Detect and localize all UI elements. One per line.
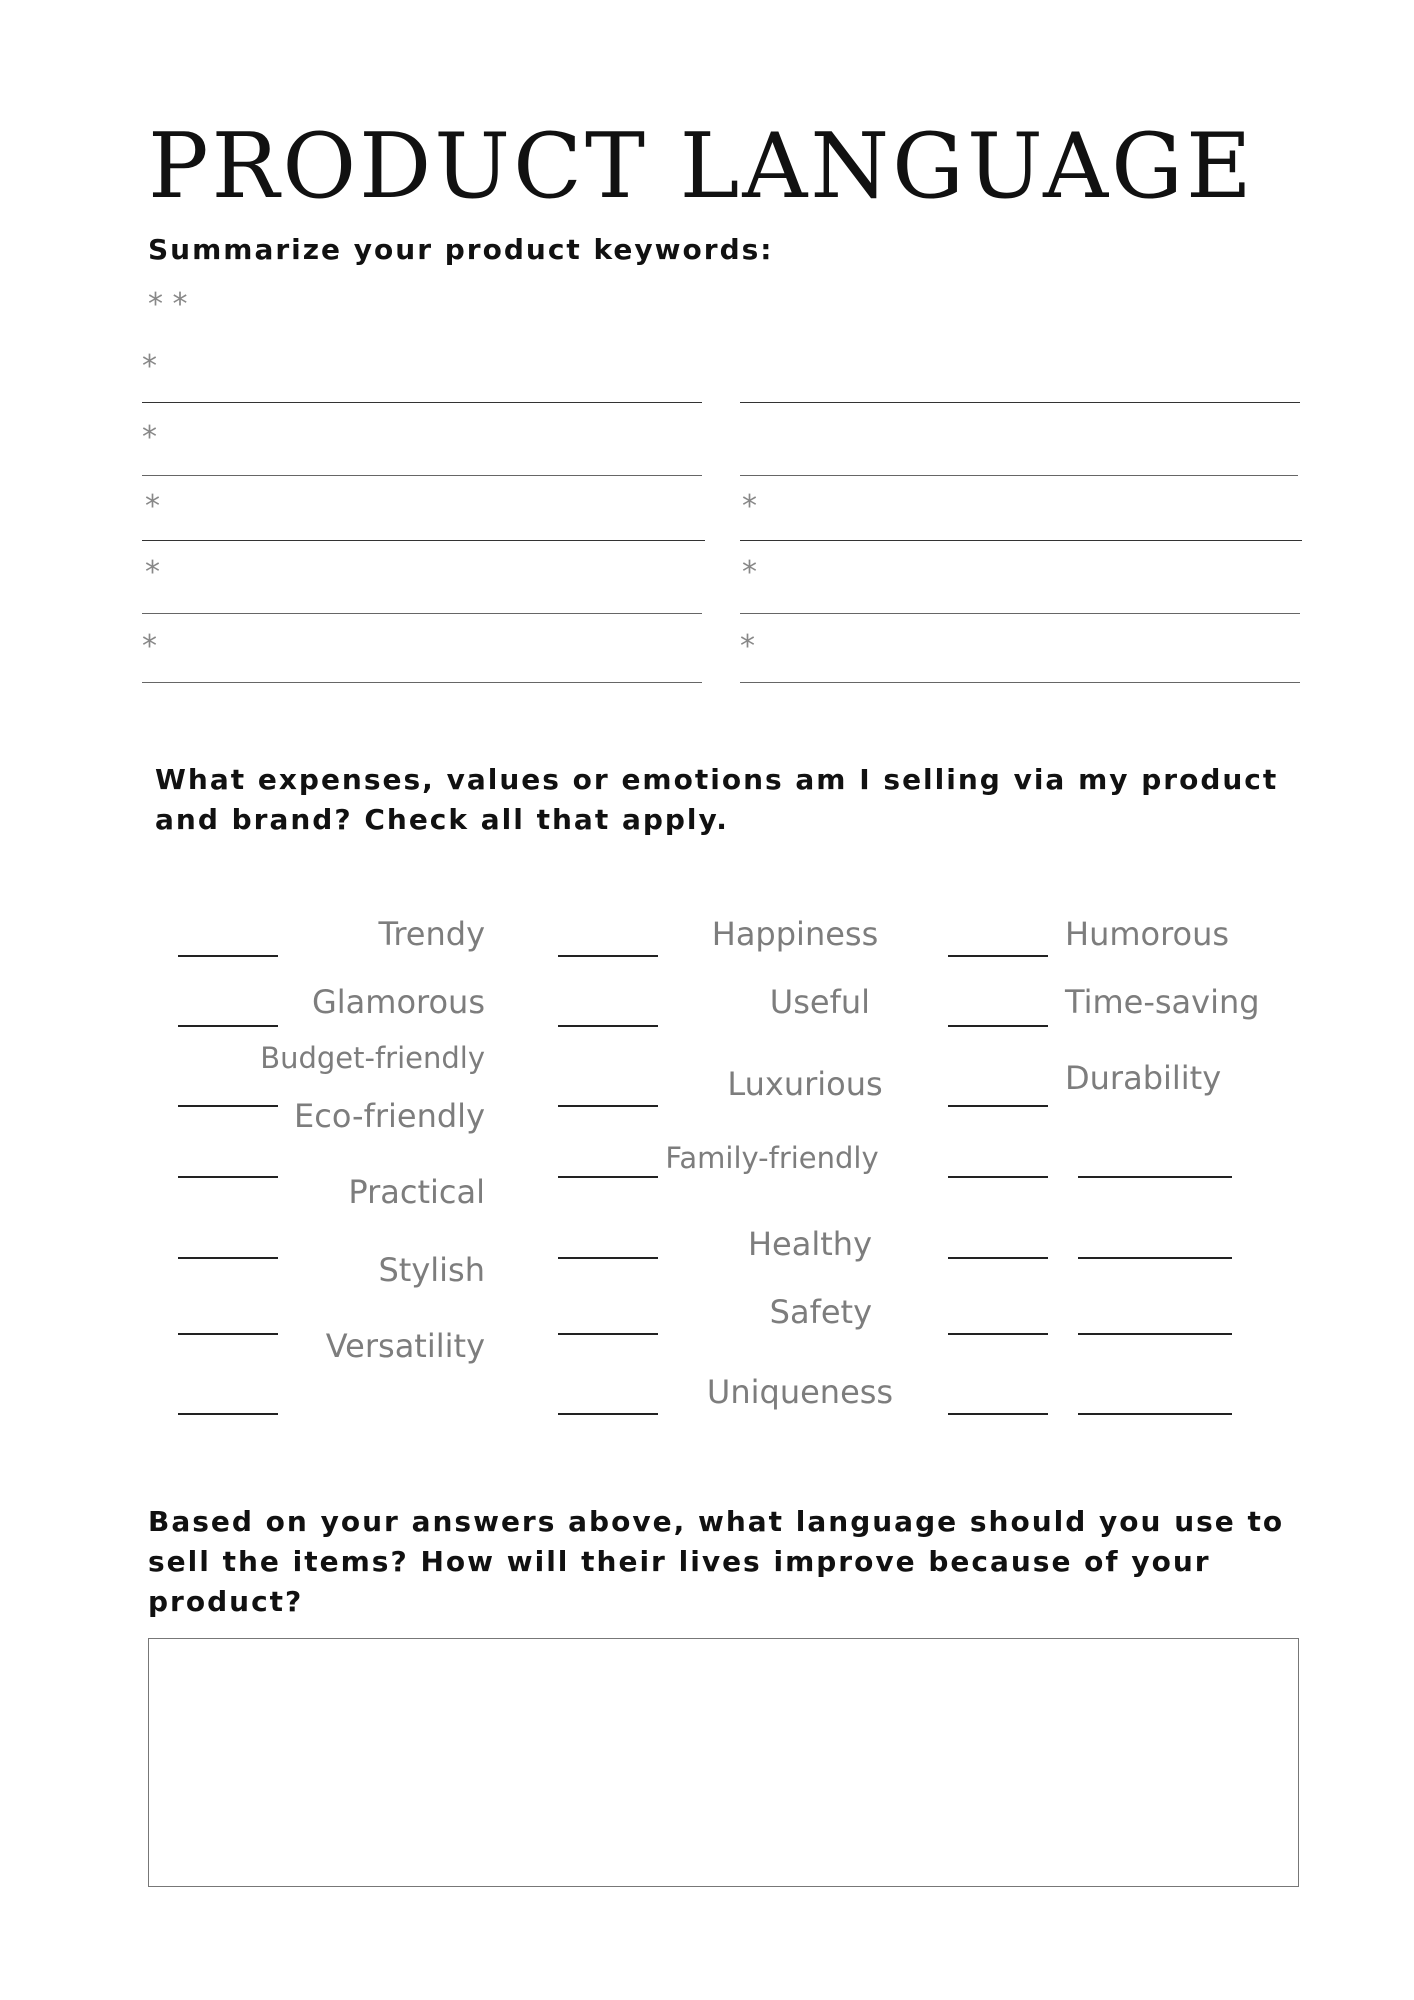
check-line[interactable] <box>558 1413 658 1415</box>
option-label: Eco-friendly <box>294 1097 485 1135</box>
keyword-line-left-3[interactable] <box>142 540 705 541</box>
check-line[interactable] <box>178 1333 278 1335</box>
check-line[interactable] <box>558 1176 658 1178</box>
language-heading-line-2: sell the items? How will their lives improve because of your <box>148 1545 1211 1578</box>
emotions-heading <box>155 760 1278 840</box>
check-line[interactable] <box>948 1333 1048 1335</box>
check-line[interactable] <box>948 1105 1048 1107</box>
language-heading-line-1: Based on your answers above, what language should you use to <box>148 1505 1285 1538</box>
keyword-line-right-4[interactable] <box>740 613 1300 614</box>
check-line[interactable] <box>948 1413 1048 1415</box>
keyword-line-right-2[interactable] <box>740 475 1298 476</box>
check-line[interactable] <box>948 1025 1048 1027</box>
option-label: Humorous <box>1065 915 1230 953</box>
option-label: Durability <box>1065 1059 1222 1097</box>
keyword-marker: * <box>145 489 160 524</box>
check-line[interactable] <box>948 955 1048 957</box>
keyword-marker: * <box>145 555 160 590</box>
check-line[interactable] <box>178 1257 278 1259</box>
keyword-line-right-1[interactable] <box>740 402 1300 403</box>
check-line[interactable] <box>558 955 658 957</box>
page-title: PRODUCT LANGUAGE <box>148 114 1255 219</box>
option-label: Luxurious <box>727 1065 883 1103</box>
write-in-line[interactable] <box>1078 1176 1232 1178</box>
option-label: Useful <box>769 983 870 1021</box>
language-answer-box[interactable] <box>148 1638 1299 1887</box>
check-line[interactable] <box>948 1176 1048 1178</box>
keyword-line-right-3[interactable] <box>740 540 1302 541</box>
check-line[interactable] <box>558 1025 658 1027</box>
write-in-line[interactable] <box>1078 1333 1232 1335</box>
keyword-line-left-1[interactable] <box>142 402 702 403</box>
check-line[interactable] <box>558 1333 658 1335</box>
keyword-marker-double: * * <box>148 287 188 322</box>
option-label: Budget-friendly <box>260 1041 485 1075</box>
check-line[interactable] <box>558 1105 658 1107</box>
check-line[interactable] <box>178 1025 278 1027</box>
keywords-heading: Summarize your product keywords: <box>148 233 774 266</box>
keyword-marker: * <box>742 555 757 590</box>
option-label: Happiness <box>711 915 879 953</box>
option-label: Family-friendly <box>665 1141 879 1175</box>
option-label: Versatility <box>325 1327 485 1365</box>
write-in-line[interactable] <box>1078 1257 1232 1259</box>
language-heading-line-3: product? <box>148 1585 304 1618</box>
keyword-line-left-5[interactable] <box>142 682 702 683</box>
check-line[interactable] <box>178 1413 278 1415</box>
option-label: Practical <box>348 1173 485 1211</box>
option-label: Uniqueness <box>706 1373 894 1411</box>
option-label: Glamorous <box>311 983 485 1021</box>
language-heading <box>148 1502 1284 1622</box>
check-line[interactable] <box>178 1176 278 1178</box>
emotions-heading-line-2: and brand? Check all that apply. <box>155 803 729 836</box>
keyword-line-left-4[interactable] <box>142 613 702 614</box>
check-line[interactable] <box>948 1257 1048 1259</box>
option-label: Time-saving <box>1065 983 1260 1021</box>
check-line[interactable] <box>178 1105 278 1107</box>
keyword-marker: * <box>142 420 157 455</box>
keyword-line-left-2[interactable] <box>142 475 702 476</box>
option-label: Healthy <box>747 1225 872 1263</box>
option-label: Safety <box>769 1293 872 1331</box>
emotions-heading-line-1: What expenses, values or emotions am I selling via my product <box>155 763 1279 796</box>
option-label: Trendy <box>378 915 485 953</box>
write-in-line[interactable] <box>1078 1413 1232 1415</box>
keyword-line-right-5[interactable] <box>740 682 1300 683</box>
keyword-marker: * <box>742 489 757 524</box>
check-line[interactable] <box>178 955 278 957</box>
keyword-marker: * <box>142 629 157 664</box>
option-label: Stylish <box>378 1251 485 1289</box>
keyword-marker: * <box>142 349 157 384</box>
keyword-marker: * <box>740 629 755 664</box>
